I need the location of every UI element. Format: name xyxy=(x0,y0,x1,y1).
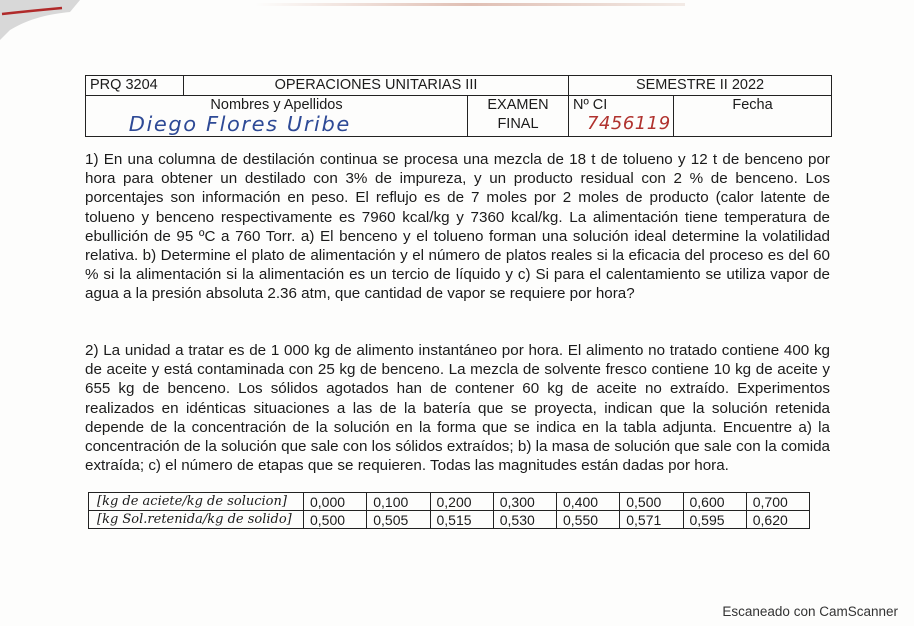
table-cell: 0,505 xyxy=(367,511,430,529)
ci-value: 7456119 xyxy=(587,113,671,134)
table-cell: 0,200 xyxy=(430,493,493,511)
table-cell: 0,595 xyxy=(683,511,746,529)
course-name: OPERACIONES UNITARIAS III xyxy=(184,76,569,96)
semester: SEMESTRE II 2022 xyxy=(569,76,832,96)
table-cell: 0,300 xyxy=(493,493,556,511)
names-label: Nombres y Apellidos xyxy=(86,96,468,116)
scanner-watermark: Escaneado con CamScanner xyxy=(722,604,898,619)
problem-2-text: 2) La unidad a tratar es de 1 000 kg de alimento instantáneo por hora. El alimento no tratado contiene 400 kg de aceite y está contaminada con 25 kg de benceno. La mezcla de solvente fresco contiene 10 kg de aceite y 655 kg de benceno. Los sólidos agotados han de contener 60 kg de aceite no extraído. Experimentos realizados en idénticas situaciones a las de la batería que se proyecta, indican que la solución retenida depende de la concentración de la solución en la forma que se indica en la tabla adjunta. Encuentre a) la concentración de la solución que sale con los sólidos extraídos; b) la masa de solución que sale con la comida extraída; c) el número de etapas que se requieren. Todas las magnitudes están dadas por hora. xyxy=(85,342,830,475)
exam-header-table xyxy=(85,75,832,137)
problem-1-text: 1) En una columna de destilación continua se procesa una mezcla de 18 t de tolueno y 12 t de benceno por hora para obtener un destilado con 3% de impureza, y un producto residual con 2 % de benceno. Los porcentajes son información en peso. El reflujo es de 7 moles por 2 moles de producto (calor latente de tolueno y benceno respectivamente es 7960 kcal/kg y 7360 kcal/kg. La alimentación tiene temperatura de ebullición de 95 ºC a 760 Torr. a) El benceno y el tolueno forman una solución ideal determine la volatilidad relativa. b) Determine el plato de alimentación y el número de platos reales si la eficacia del proceso es del 60 % si la alimentación si la alimentación es un tercio de líquido y c) Si para el calentamiento se utiliza vapor de agua a la presión absoluta 2.36 atm, que cantidad de vapor se requiere por hora? xyxy=(85,151,830,303)
table-cell: 0,550 xyxy=(557,511,620,529)
scan-corner-smudge xyxy=(0,0,80,40)
exam-label-2: FINAL xyxy=(468,115,569,137)
table-cell: 0,000 xyxy=(304,493,367,511)
row-label: [kg de aciete/kg de solucion] xyxy=(89,493,304,511)
course-code: PRQ 3204 xyxy=(86,76,184,96)
ci-label: Nº CI xyxy=(569,96,674,116)
table-cell: 0,700 xyxy=(746,493,809,511)
exam-label-1: EXAMEN xyxy=(468,96,569,116)
scan-edge-line xyxy=(255,3,685,6)
table-cell: 0,100 xyxy=(367,493,430,511)
header-row-1 xyxy=(86,76,832,96)
table-cell: 0,400 xyxy=(557,493,620,511)
table-row xyxy=(89,511,810,529)
table-cell: 0,500 xyxy=(304,511,367,529)
date-value-cell xyxy=(674,115,832,137)
retention-data-table xyxy=(88,492,810,529)
table-cell: 0,515 xyxy=(430,511,493,529)
table-cell: 0,600 xyxy=(683,493,746,511)
table-cell: 0,620 xyxy=(746,511,809,529)
table-row xyxy=(89,493,810,511)
row-label: [kg Sol.retenida/kg de solido] xyxy=(89,511,304,529)
date-label: Fecha xyxy=(674,96,832,116)
table-cell: 0,530 xyxy=(493,511,556,529)
table-cell: 0,500 xyxy=(620,493,683,511)
ci-value-cell xyxy=(569,115,674,137)
table-cell: 0,571 xyxy=(620,511,683,529)
student-name: Diego Flores Uribe xyxy=(128,112,351,136)
student-name-cell xyxy=(86,112,468,137)
header-row-3 xyxy=(86,115,832,137)
